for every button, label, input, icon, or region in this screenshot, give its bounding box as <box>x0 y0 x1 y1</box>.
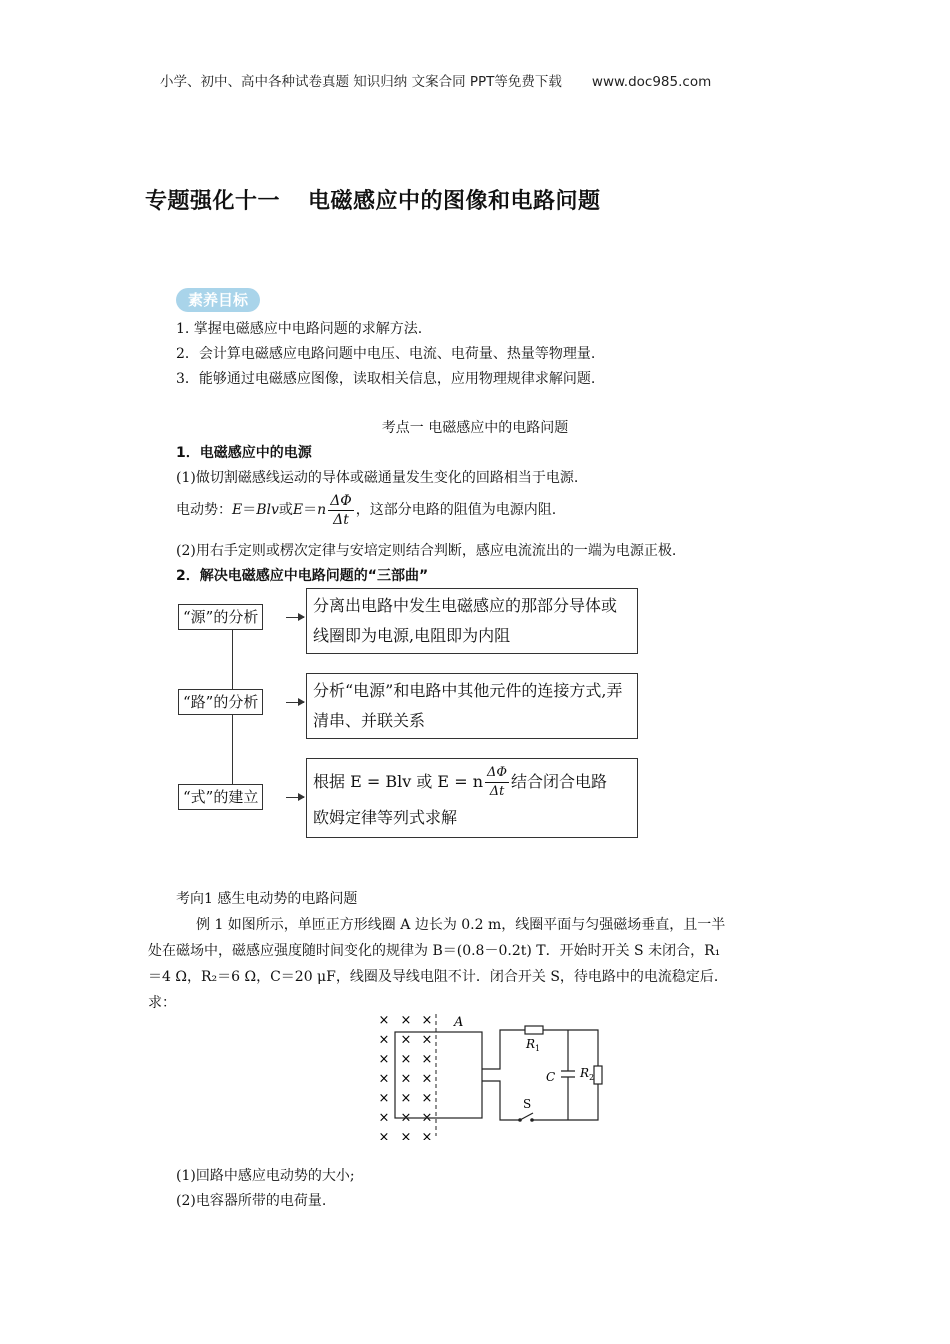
flow-label-source: “源”的分析 <box>178 604 263 630</box>
field-cross: × <box>421 1013 433 1028</box>
header-text: 小学、初中、高中各种试卷真题 知识归纳 文案合同 PPT等免费下载 <box>160 74 562 90</box>
flow-box-equation <box>306 758 638 838</box>
paragraph-1: (1)做切割磁感线运动的导体或磁通量发生变化的回路相当于电源. <box>176 470 579 486</box>
wire-bottom <box>482 1081 520 1120</box>
field-cross: × <box>378 1110 390 1126</box>
box3-fraction: $\frac{\Delta\Phi}{\Delta t}$ <box>487 764 508 799</box>
flow-arrow-2 <box>286 702 304 703</box>
header-site[interactable]: www.doc985.com <box>591 74 712 90</box>
title-part2: 电磁感应中的图像和电路问题 <box>308 189 601 214</box>
field-cross: × <box>378 1091 390 1106</box>
field-cross: × <box>400 1091 412 1106</box>
title-part1: 专题强化十一 <box>145 189 281 214</box>
field-cross: × <box>421 1032 433 1048</box>
flow-box-source: 分离出电路中发生电磁感应的那部分导体或线圈即为电源,电阻即为内阻 <box>306 588 638 654</box>
box3-pre: 根据 E = Blv 或 E = n <box>313 772 483 791</box>
goals-badge: 素养目标 <box>176 288 260 312</box>
field-cross: × <box>421 1130 433 1140</box>
flow-box-circuit: 分析“电源”和电路中其他元件的连接方式,弄清串、并联关系 <box>306 673 638 739</box>
goal-item-3: 3．能够通过电磁感应图像，读取相关信息，应用物理规律求解问题. <box>176 371 596 387</box>
field-cross: × <box>421 1052 433 1067</box>
circuit-diagram <box>370 1010 620 1140</box>
field-cross: × <box>400 1071 412 1087</box>
wire-bottom-right <box>532 1084 598 1120</box>
section-heading: 考点一 电磁感应中的电路问题 <box>381 420 569 436</box>
paragraph-2: (2)用右手定则或楞次定律与安培定则结合判断，感应电流流出的一端为电源正极. <box>176 543 677 559</box>
field-cross: × <box>400 1110 412 1126</box>
flow-arrow-3 <box>286 797 304 798</box>
field-cross: × <box>400 1052 412 1067</box>
field-cross: × <box>378 1052 390 1067</box>
question-1: (1)回路中感应电动势的大小; <box>176 1168 355 1184</box>
field-cross: × <box>400 1013 412 1028</box>
question-2: (2)电容器所带的电荷量. <box>176 1193 327 1209</box>
emf-fraction: $\frac{\Delta\Phi}{\Delta t}$ <box>330 492 352 528</box>
label-C: C <box>546 1070 556 1084</box>
field-cross: × <box>378 1032 390 1048</box>
page-header <box>160 70 711 90</box>
label-R2: $R_2$ <box>580 1066 595 1082</box>
flow-arrow-1 <box>286 617 304 618</box>
example-line-1: 例 1 如图所示，单匝正方形线圈 A 边长为 0.2 m，线圈平面与匀强磁场垂直，且一半 <box>196 917 726 933</box>
field-cross: × <box>378 1013 390 1028</box>
label-R1: $R_1$ <box>526 1037 541 1053</box>
flow-label-circuit: “路”的分析 <box>178 689 263 715</box>
goal-item-2: 2．会计算电磁感应电路问题中电压、电流、电荷量、热量等物理量. <box>176 346 596 362</box>
switch-contact <box>530 1118 534 1122</box>
field-cross: × <box>421 1110 433 1126</box>
page-title <box>145 184 601 215</box>
subheading-1: 1．电磁感应中的电源 <box>176 445 312 461</box>
field-cross: × <box>400 1032 412 1048</box>
field-cross: × <box>421 1071 433 1087</box>
resistor-R1 <box>525 1026 543 1034</box>
box3-line2: 欧姆定律等列式求解 <box>313 808 458 827</box>
box3-post: 结合闭合电路 <box>511 772 608 791</box>
field-cross: × <box>378 1071 390 1087</box>
label-S: S <box>523 1097 532 1111</box>
field-cross: × <box>421 1091 433 1106</box>
direction-heading: 考向1 感生电动势的电路问题 <box>176 891 358 907</box>
label-A: A <box>454 1015 464 1030</box>
resistor-R2 <box>594 1066 602 1084</box>
example-line-4: 求： <box>148 995 176 1011</box>
field-cross: × <box>400 1130 412 1140</box>
goal-item-1: 1. 掌握电磁感应中电路问题的求解方法. <box>176 321 423 337</box>
wire-top <box>482 1030 525 1069</box>
field-cross: × <box>378 1130 390 1140</box>
capacitor-C <box>561 1030 575 1120</box>
example-line-2: 处在磁场中，磁感应强度随时间变化的规律为 B＝(0.8－0.2t) T．开始时开关 S 未闭合，R₁ <box>148 943 721 959</box>
flow-label-equation: “式”的建立 <box>178 784 263 810</box>
example-line-3: ＝4 Ω，R₂＝6 Ω，C＝20 μF，线圈及导线电阻不计．闭合开关 S，待电路中的电流稳定后． <box>148 969 728 985</box>
emf-formula-line: 电动势： E ＝ Blv 或 E ＝ n $\frac{\Delta\Phi}{\Delta t}$ ，这部分电路的阻值为电源内阻. <box>176 492 557 528</box>
wire-top-right <box>543 1030 598 1066</box>
subheading-2: 2．解决电磁感应中电路问题的“三部曲” <box>176 568 429 584</box>
